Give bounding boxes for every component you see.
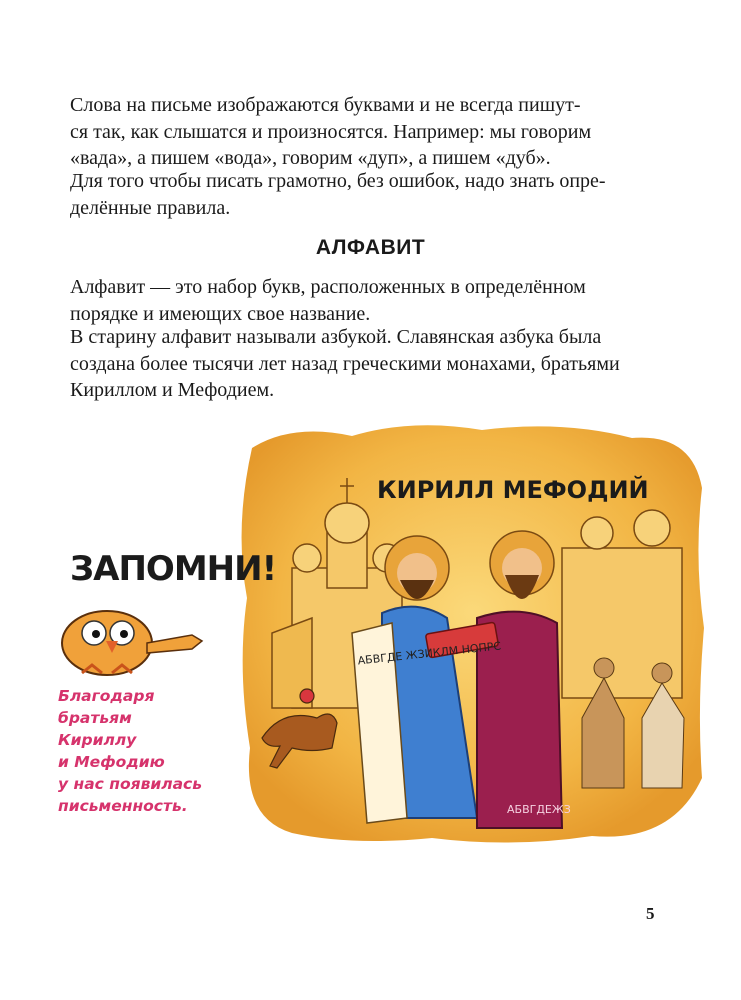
illustration-caption: КИРИЛЛ МЕФОДИЙ <box>377 476 649 504</box>
text-line: Алфавит — это набор букв, расположенных в определённом <box>70 276 586 298</box>
callout-line: и Мефодию <box>58 753 165 771</box>
text-line: Слова на письме изображаются буквами и не всегда пишут- <box>70 94 581 116</box>
text-line: Для того чтобы писать грамотно, без ошибок, надо знать опре- <box>70 170 606 192</box>
section-heading: АЛФАВИТ <box>315 236 426 259</box>
alphabet-history <box>70 324 690 404</box>
text-line: «вада», а пишем «вода», говорим «дуп», а пишем «дуб». <box>70 147 551 169</box>
owl-icon <box>52 593 222 683</box>
callout-text <box>58 685 238 817</box>
book-text: АБВГДЕЖЗ <box>507 803 571 816</box>
callout-line: Кириллу <box>58 731 137 749</box>
callout-line: братьям <box>58 709 132 727</box>
page-number: 5 <box>646 904 655 923</box>
text-line: ся так, как слышатся и произносятся. Например: мы говорим <box>70 120 592 143</box>
callout-line: письменность. <box>58 797 188 815</box>
text-line: создана более тысячи лет назад греческими монахами, братьями <box>70 352 620 375</box>
alphabet-definition <box>70 274 690 327</box>
cyril-methodius-illustration <box>232 418 707 848</box>
intro-paragraph-2 <box>70 168 690 221</box>
text-line: порядке и имеющих свое название. <box>70 302 371 325</box>
text-line: делённые правила. <box>70 196 231 219</box>
remember-word: ЗАПОМНИ! <box>70 549 277 589</box>
text-line: Кириллом и Мефодием. <box>70 379 275 401</box>
callout-line: у нас появилась <box>58 775 203 793</box>
intro-paragraph-1 <box>70 92 690 172</box>
callout-line: Благодаря <box>58 687 155 705</box>
text-line: В старину алфавит называли азбукой. Славянская азбука была <box>70 326 602 348</box>
scroll-text: АБВГДЕ ЖЗИКЛМ НОПРС <box>357 639 502 668</box>
